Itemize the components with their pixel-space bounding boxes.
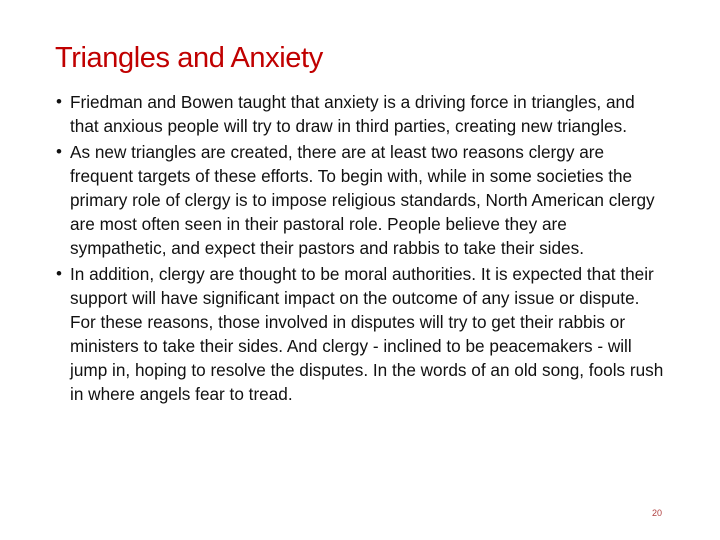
bullet-dot-icon: • xyxy=(56,92,62,111)
bullet-item xyxy=(55,262,667,406)
bullet-text: As new triangles are created, there are at least two reasons clergy are frequent targets of these efforts. To begin with, while in some societies the primary role of clergy is to impose religious standards, North American clergy are most often seen in their pastoral role. People believe they are sympathetic, and expect their pastors and rabbis to take their sides. xyxy=(70,142,655,258)
bullet-text: In addition, clergy are thought to be moral authorities. It is expected that their support will have significant impact on the outcome of any issue or dispute. For these reasons, those involved in disputes will try to get their rabbis or ministers to take their sides. And clergy - inclined to be peacemakers - will jump in, hoping to resolve the disputes. In the words of an old song, fools rush in where angels fear to tread. xyxy=(70,264,664,404)
slide-title: Triangles and Anxiety xyxy=(55,42,323,74)
bullet-item xyxy=(55,140,667,260)
bullet-dot-icon: • xyxy=(56,142,62,161)
page-number: 20 xyxy=(652,508,663,518)
bullet-dot-icon: • xyxy=(56,264,62,283)
bullet-item xyxy=(55,90,667,138)
bullet-text: Friedman and Bowen taught that anxiety is a driving force in triangles, and that anxious people will try to draw in third parties, creating new triangles. xyxy=(70,92,635,136)
bullet-list xyxy=(55,90,667,408)
